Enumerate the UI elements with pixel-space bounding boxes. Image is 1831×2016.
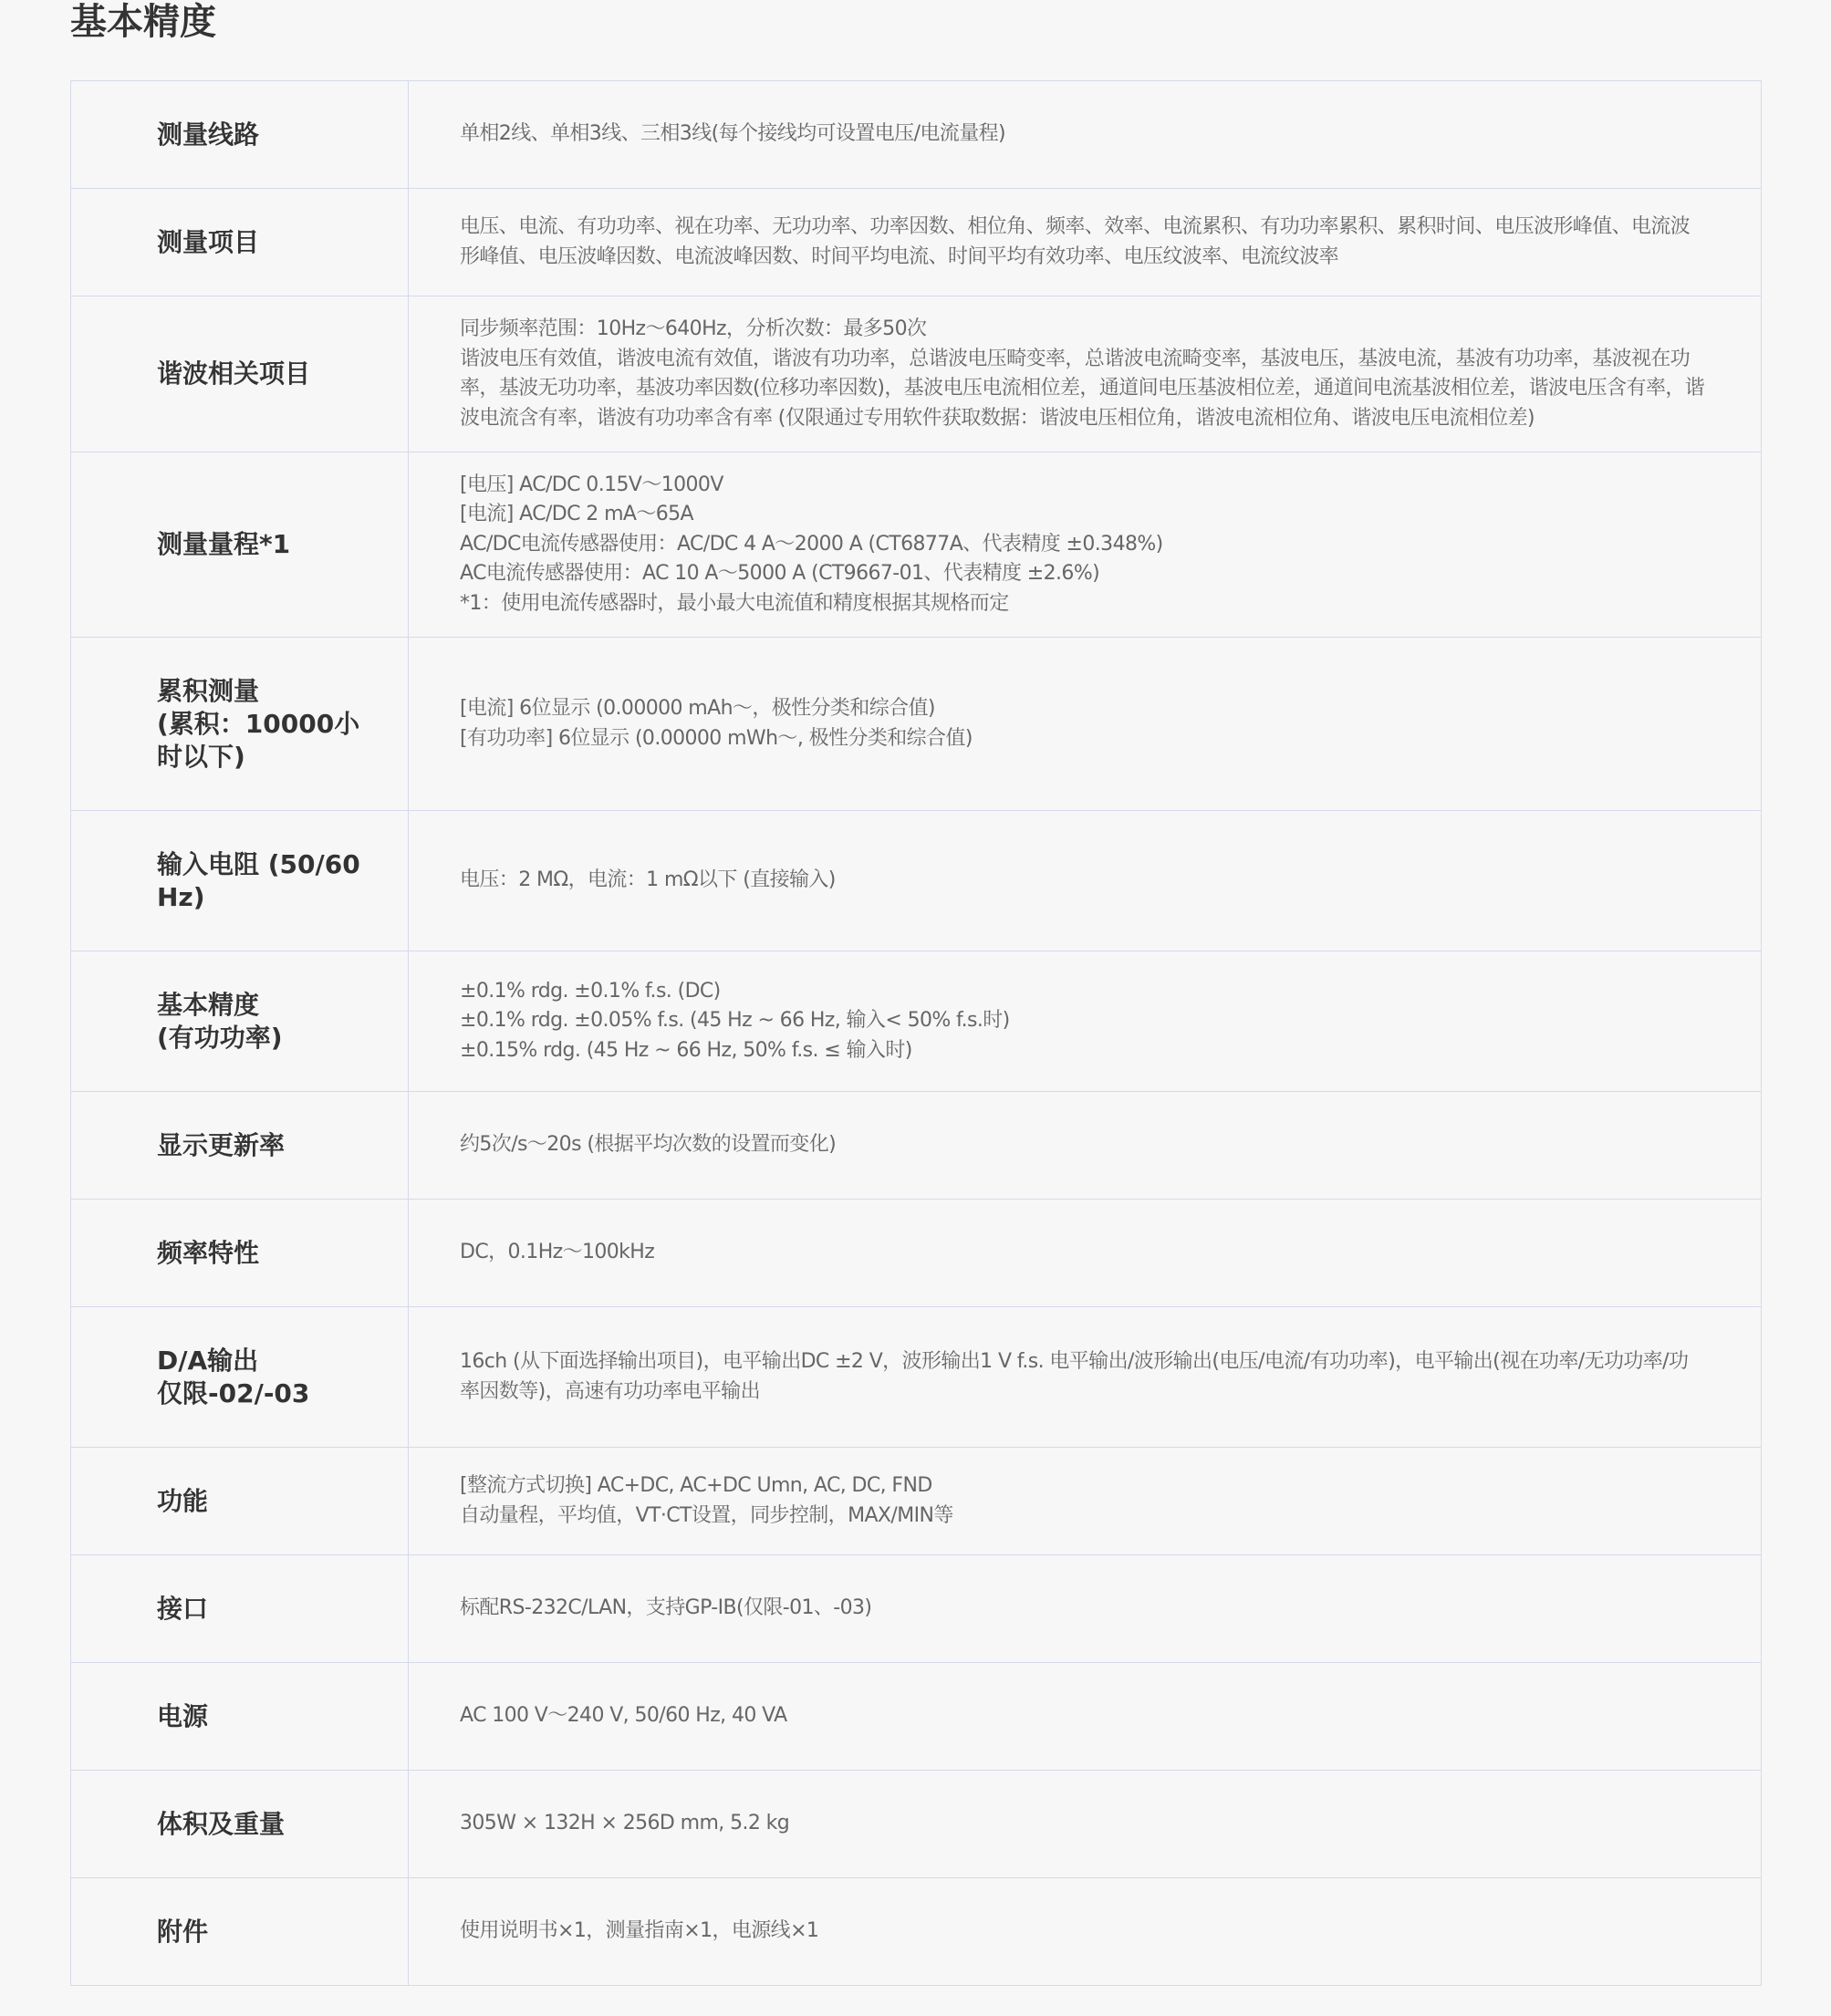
spec-value: 单相2线、单相3线、三相3线(每个接线均可设置电压/电流量程): [460, 122, 1005, 146]
spec-value: 16ch (从下面选择输出项目)，电平输出DC ±2 V，波形输出1 V f.s. 电平输出/波形输出(电压/电流/有功功率)，电平输出(视在功率/无功功率/功率因数等)，高速有功功率电平输出: [460, 1350, 1689, 1403]
spec-label: 附件: [157, 1916, 209, 1947]
spec-value-cell: [409, 638, 1762, 811]
spec-value-cell: [409, 1771, 1762, 1878]
spec-row: [71, 1663, 1762, 1771]
spec-value: ±0.15% rdg. (45 Hz ~ 66 Hz, 50% f.s. ≤ 输入时): [460, 1038, 912, 1062]
spec-value: 约5次/s～20s (根据平均次数的设置而变化): [460, 1133, 837, 1157]
spec-row: [71, 81, 1762, 189]
spec-label-cell: [71, 1448, 409, 1555]
spec-value-cell: [409, 296, 1762, 452]
spec-row: [71, 452, 1762, 638]
spec-label-cell: [71, 1771, 409, 1878]
spec-row: [71, 296, 1762, 452]
spec-label: 接口: [157, 1593, 209, 1624]
spec-value-cell: [409, 951, 1762, 1092]
spec-value: [整流方式切换] AC+DC, AC+DC Umn, AC, DC, FND: [460, 1474, 932, 1497]
spec-label: 累积测量: [157, 675, 260, 706]
spec-label: 电源: [157, 1700, 209, 1731]
spec-label: (有功功率): [157, 1022, 283, 1053]
spec-row: [71, 1200, 1762, 1307]
spec-label: 基本精度: [157, 989, 260, 1020]
spec-label: 谐波相关项目: [157, 359, 311, 389]
spec-value: AC/DC电流传感器使用：AC/DC 4 A～2000 A (CT6877A、代表精度 ±0.348%): [460, 532, 1163, 556]
spec-value-cell: [409, 1555, 1762, 1663]
spec-value: 同步频率范围：10Hz～640Hz，分析次数：最多50次: [460, 317, 927, 340]
spec-value: 自动量程，平均值，VT·CT设置，同步控制，MAX/MIN等: [460, 1503, 953, 1527]
spec-label: 功能: [157, 1485, 209, 1516]
spec-value: 电压：2 MΩ，电流：1 mΩ以下 (直接输入): [460, 868, 836, 892]
spec-label: 测量线路: [157, 119, 260, 150]
spec-label-cell: [71, 452, 409, 638]
spec-value-cell: [409, 1663, 1762, 1771]
spec-label: 输入电阻 (50/60 Hz): [157, 848, 369, 912]
spec-value-cell: [409, 81, 1762, 189]
spec-row: [71, 1878, 1762, 1986]
spec-label-cell: [71, 81, 409, 189]
spec-value: [电流] AC/DC 2 mA～65A: [460, 503, 694, 526]
spec-row: [71, 1092, 1762, 1200]
spec-value: *1：使用电流传感器时，最小最大电流值和精度根据其规格而定: [460, 591, 1009, 615]
spec-value-cell: [409, 1878, 1762, 1986]
spec-row: [71, 189, 1762, 296]
spec-value: [电流] 6位显示 (0.00000 mAh～，极性分类和综合值): [460, 697, 935, 720]
spec-value-cell: [409, 811, 1762, 951]
spec-value: 使用说明书×1，测量指南×1，电源线×1: [460, 1919, 819, 1943]
spec-value: AC 100 V～240 V, 50/60 Hz, 40 VA: [460, 1704, 787, 1728]
spec-row: [71, 1307, 1762, 1448]
spec-value-cell: [409, 1092, 1762, 1200]
spec-row: [71, 1771, 1762, 1878]
spec-row: [71, 951, 1762, 1092]
spec-value: [有功功率] 6位显示 (0.00000 mWh～, 极性分类和综合值): [460, 726, 973, 750]
spec-label: 体积及重量: [157, 1808, 286, 1839]
spec-value: ±0.1% rdg. ±0.1% f.s. (DC): [460, 979, 721, 1003]
spec-label: 频率特性: [157, 1237, 260, 1268]
spec-label-cell: [71, 951, 409, 1092]
spec-value: ±0.1% rdg. ±0.05% f.s. (45 Hz ~ 66 Hz, 输入< 50% f.s.时): [460, 1009, 1010, 1033]
spec-label: 测量量程*1: [157, 529, 291, 559]
spec-label-cell: [71, 296, 409, 452]
spec-label-cell: [71, 1092, 409, 1200]
spec-value: 305W × 132H × 256D mm, 5.2 kg: [460, 1812, 790, 1835]
spec-value-cell: [409, 1200, 1762, 1307]
spec-label-cell: [71, 638, 409, 811]
spec-value: 电压、电流、有功功率、视在功率、无功功率、功率因数、相位角、频率、效率、电流累积、有功功率累积、累积时间、电压波形峰值、电流波形峰值、电压波峰因数、电流波峰因数、时间平均电流、时间平均有效功率、电压纹波率、电流纹波率: [460, 215, 1691, 268]
spec-label-cell: [71, 1555, 409, 1663]
spec-row: [71, 811, 1762, 951]
spec-label-cell: [71, 189, 409, 296]
spec-value-cell: [409, 1448, 1762, 1555]
spec-value: AC电流传感器使用：AC 10 A～5000 A (CT9667-01、代表精度 ±2.6%): [460, 562, 1100, 586]
spec-value: [电压] AC/DC 0.15V～1000V: [460, 473, 723, 496]
spec-label: (累积：10000小时以下): [157, 708, 360, 772]
spec-value-cell: [409, 452, 1762, 638]
spec-label-cell: [71, 1663, 409, 1771]
spec-label-cell: [71, 811, 409, 951]
spec-value: 标配RS-232C/LAN，支持GP-IB(仅限-01、-03): [460, 1596, 872, 1620]
spec-row: [71, 1448, 1762, 1555]
spec-label-cell: [71, 1307, 409, 1448]
spec-table: [70, 80, 1762, 1986]
spec-table-body: [71, 81, 1762, 1986]
page-title: 基本精度: [70, 1, 216, 43]
spec-label-cell: [71, 1878, 409, 1986]
spec-label: 仅限-02/-03: [157, 1377, 310, 1408]
spec-label-cell: [71, 1200, 409, 1307]
spec-row: [71, 1555, 1762, 1663]
spec-label: 显示更新率: [157, 1129, 286, 1160]
spec-value-cell: [409, 1307, 1762, 1448]
spec-label: 测量项目: [157, 226, 260, 257]
spec-value: 谐波电压有效值，谐波电流有效值，谐波有功功率，总谐波电压畸变率，总谐波电流畸变率，基波电压，基波电流，基波有功功率，基波视在功率，基波无功功率，基波功率因数(位移功率因数)，基波电压电流相位差，通道间电压基波相位差，通道间电流基波相位差，谐波电压含有率，谐波电流含有率，谐波有功功率含有率 (仅限通过专用软件获取数据：谐波电压相位角，谐波电流相位角、谐波电压电流相位差): [460, 347, 1705, 430]
spec-label: D/A输出: [157, 1345, 259, 1376]
spec-value: DC，0.1Hz～100kHz: [460, 1241, 655, 1264]
spec-row: [71, 638, 1762, 811]
spec-value-cell: [409, 189, 1762, 296]
